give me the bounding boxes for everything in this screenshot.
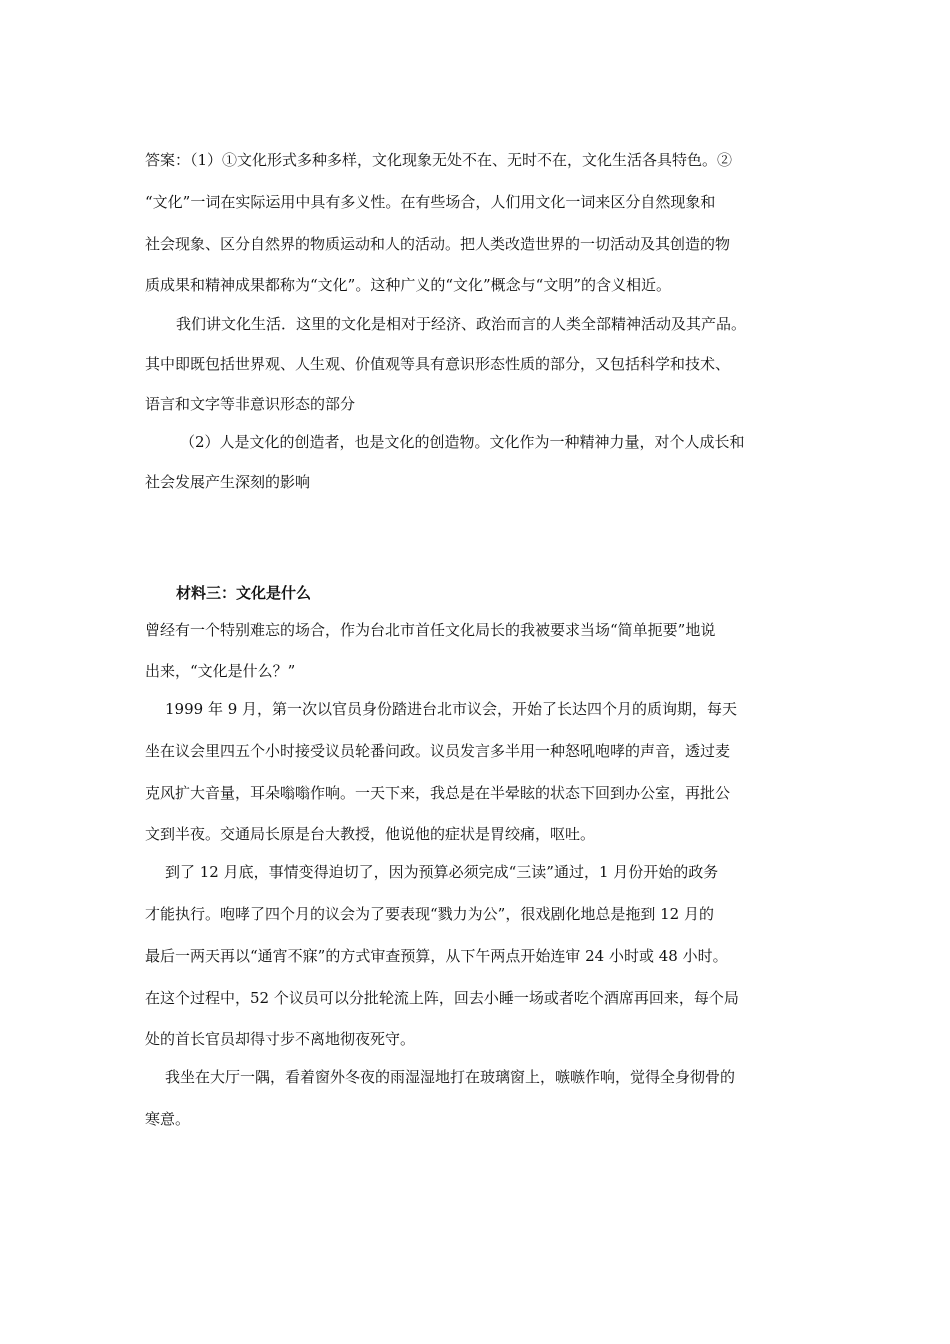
answer-line-2: “文化”一词在实际运用中具有多义性。在有些场合，人们用文化一词来区分自然现象和 bbox=[145, 193, 716, 211]
material3-line-2: 出来，“文化是什么？” bbox=[145, 662, 296, 680]
material3-line-12: 我坐在大厅一隅，看着窗外冬夜的雨湿湿地打在玻璃窗上，嗾嗾作响，觉得全身彻骨的 bbox=[165, 1068, 736, 1086]
answer-line-3: 社会现象、区分自然界的物质运动和人的活动。把人类改造世界的一切活动及其创造的物 bbox=[145, 235, 731, 253]
material3-line-11: 处的首长官员却得寸步不离地彻夜死守。 bbox=[145, 1030, 416, 1048]
answer-line-4: 质成果和精神成果都称为“文化”。这种广义的“文化”概念与“文明”的含义相近。 bbox=[145, 276, 672, 294]
material3-line-3: 1999 年 9 月，第一次以官员身份踏进台北市议会，开始了长达四个月的质询期，每天 bbox=[165, 700, 738, 718]
material3-line-8: 才能执行。咆哮了四个月的议会为了要表现“戮力为公”，很戏剧化地总是拖到 12 月的 bbox=[145, 905, 714, 923]
material3-line-5: 克风扩大音量，耳朵嗡嗡作响。一天下来，我总是在半晕眩的状态下回到办公室，再批公 bbox=[145, 784, 731, 802]
answer-line-9: 社会发展产生深刻的影响 bbox=[145, 473, 311, 491]
material3-line-10: 在这个过程中，52 个议员可以分批轮流上阵，回去小睡一场或者吃个酒席再回来，每个局 bbox=[145, 989, 739, 1007]
answer-line-5: 我们讲文化生活．这里的文化是相对于经济、政治而言的人类全部精神活动及其产品。 bbox=[176, 315, 747, 333]
material3-line-13: 寒意。 bbox=[145, 1110, 191, 1128]
material3-line-4: 坐在议会里四五个小时接受议员轮番问政。议员发言多半用一种怒吼咆哮的声音，透过麦 bbox=[145, 742, 731, 760]
material3-line-1: 曾经有一个特别难忘的场合，作为台北市首任文化局长的我被要求当场“简单扼要”地说 bbox=[145, 621, 716, 639]
material3-heading: 材料三：文化是什么 bbox=[176, 584, 312, 602]
material3-line-6: 文到半夜。交通局长原是台大教授，他说他的症状是胃绞痛，呕吐。 bbox=[145, 825, 596, 843]
answer-line-7: 语言和文字等非意识形态的部分 bbox=[145, 395, 356, 413]
answer-line-6: 其中即既包括世界观、人生观、价值观等具有意识形态性质的部分，又包括科学和技术、 bbox=[145, 355, 731, 373]
answer-line-8: （2）人是文化的创造者，也是文化的创造物。文化作为一种精神力量，对个人成长和 bbox=[180, 433, 745, 451]
answer-line-1: 答案：（1）①文化形式多种多样，文化现象无处不在、无时不在，文化生活各具特色。② bbox=[145, 151, 733, 169]
material3-line-9: 最后一两天再以“通宵不寐”的方式审查预算，从下午两点开始连审 24 小时或 48 小时。 bbox=[145, 947, 728, 965]
material3-line-7: 到了 12 月底，事情变得迫切了，因为预算必须完成“三读”通过，1 月份开始的政务 bbox=[165, 863, 719, 881]
